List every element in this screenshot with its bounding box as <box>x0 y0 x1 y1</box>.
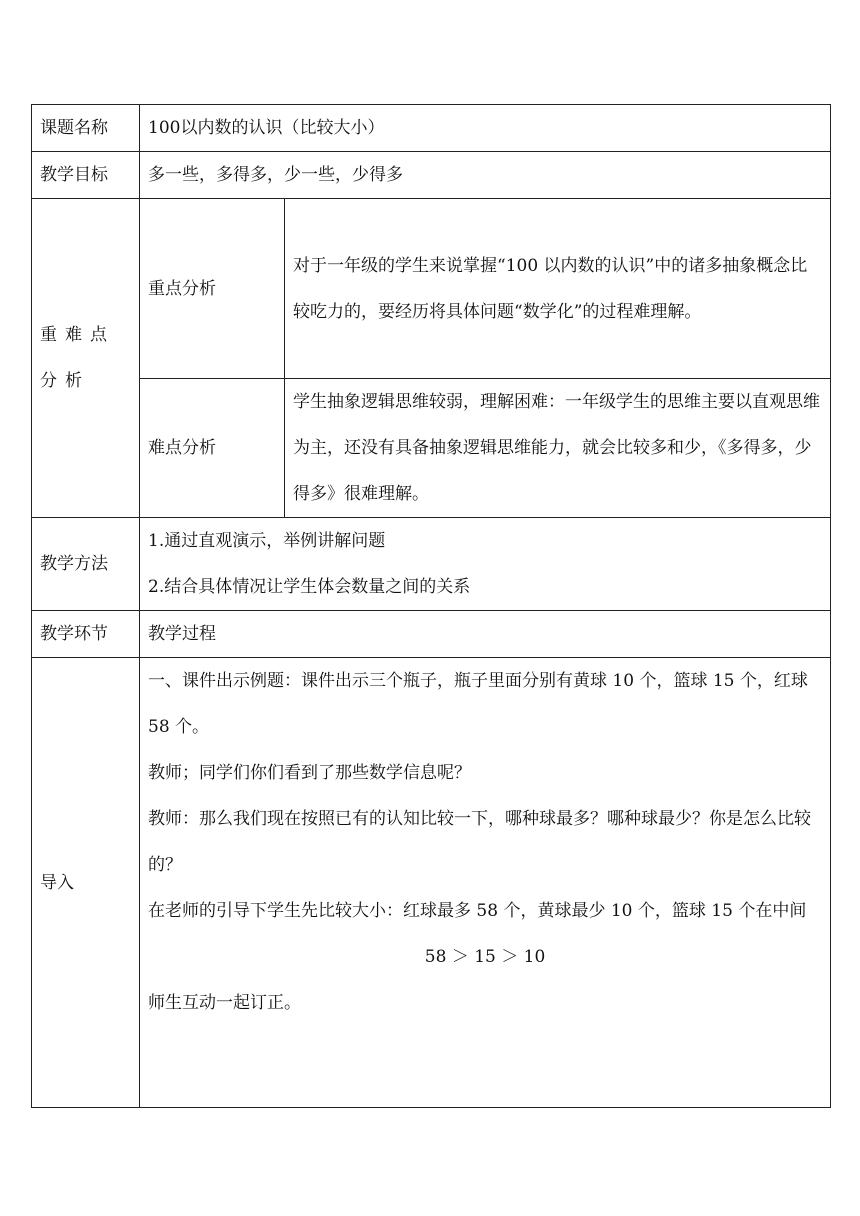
key-points-label: 重难点分析 <box>32 199 140 518</box>
lesson-plan-table <box>31 104 831 1108</box>
topic-value: 100以内数的认识（比较大小） <box>140 105 831 152</box>
objective-value: 多一些，多得多，少一些，少得多 <box>140 152 831 199</box>
intro-row <box>32 658 831 1108</box>
method-items <box>140 518 831 611</box>
difficulty-row <box>32 379 831 518</box>
intro-line: 在老师的引导下学生先比较大小：红球最多 58 个，黄球最少 10 个，篮球 15 个在中间 <box>148 901 807 921</box>
difficulty-text: 学生抽象逻辑思维较弱，理解困难：一年级学生的思维主要以直观思维为主，还没有具备抽象逻辑思维能力，就会比较多和少，《多得多，少得多》很难理解。 <box>285 379 831 518</box>
method-row <box>32 518 831 611</box>
focus-label: 重点分析 <box>140 199 285 379</box>
intro-content <box>140 658 831 1108</box>
method-item: 1.通过直观演示，举例讲解问题 <box>148 531 386 551</box>
method-label: 教学方法 <box>32 518 140 611</box>
intro-line: 一、课件出示例题：课件出示三个瓶子，瓶子里面分别有黄球 10 个，篮球 15 个，红球 58 个。 <box>148 671 808 737</box>
method-item: 2.结合具体情况让学生体会数量之间的关系 <box>148 577 471 597</box>
intro-line: 教师；同学们你们看到了那些数学信息呢？ <box>148 763 471 783</box>
intro-line: 教师：那么我们现在按照已有的认知比较一下，哪种球最多？哪种球最少？你是怎么比较的？ <box>148 809 811 875</box>
intro-label: 导入 <box>32 658 140 1108</box>
topic-label: 课题名称 <box>32 105 140 152</box>
intro-comparison: 58 ＞ 15 ＞ 10 <box>424 947 546 967</box>
objective-label: 教学目标 <box>32 152 140 199</box>
intro-line: 师生互动一起订正。 <box>148 993 301 1013</box>
focus-text: 对于一年级的学生来说掌握“100 以内数的认识”中的诸多抽象概念比较吃力的，要经历将具体问题“数学化”的过程难理解。 <box>285 199 831 379</box>
stage-label: 教学环节 <box>32 611 140 658</box>
topic-row <box>32 105 831 152</box>
stage-row <box>32 611 831 658</box>
objective-row <box>32 152 831 199</box>
difficulty-label: 难点分析 <box>140 379 285 518</box>
stage-value: 教学过程 <box>140 611 831 658</box>
focus-row <box>32 199 831 379</box>
